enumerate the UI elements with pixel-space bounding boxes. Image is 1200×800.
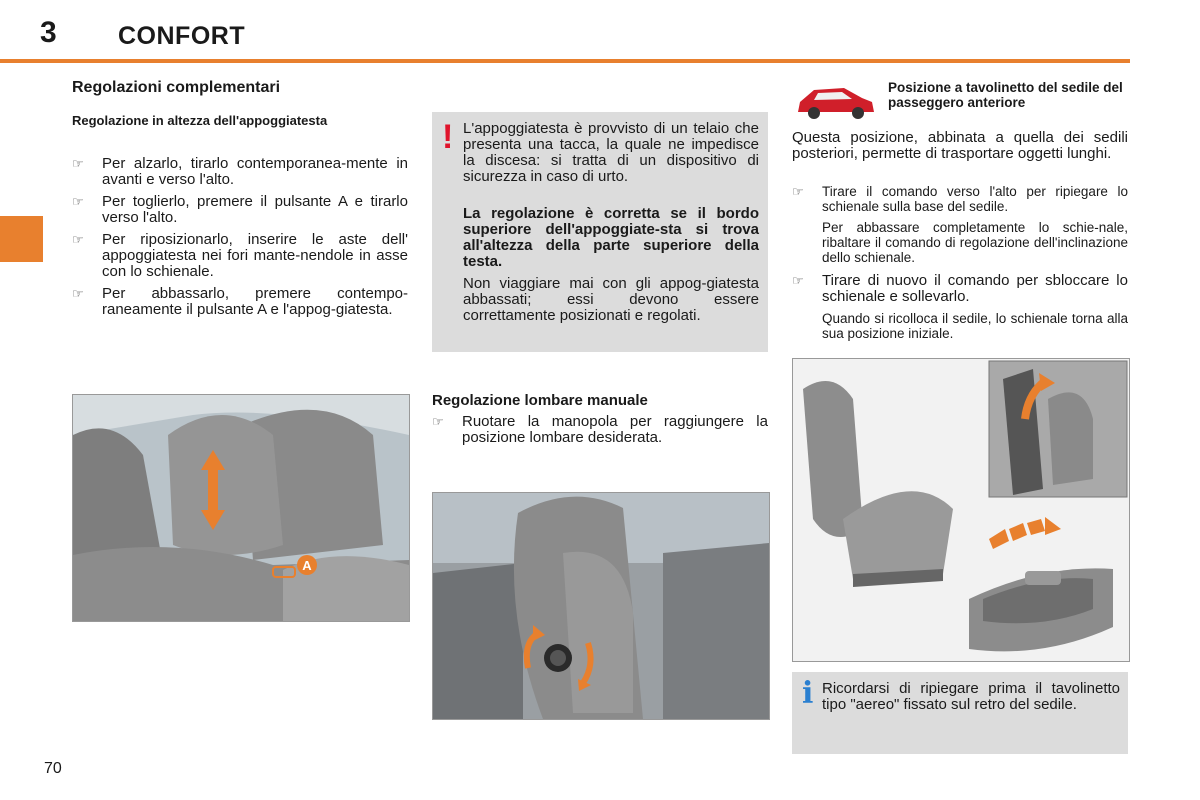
list-item: ☞ Tirare di nuovo il comando per sbloccare lo schienale e sollevarlo. [792, 272, 1128, 305]
header-rule [0, 59, 1130, 63]
warning-text: L'appoggiatesta è provvisto di un telaio che presenta una tacca, la quale ne impedisce la discesa: si tratta di un dispositivo di sicurezza in caso di urto. [463, 120, 759, 185]
chapter-number: 3 [40, 16, 57, 49]
page-number: 70 [44, 760, 62, 777]
warning-text-2: Non viaggiare mai con gli appog-giatesta abbassati; essi devono essere correttamente posizionati e regolati. [463, 275, 759, 324]
subsection-title: Regolazione in altezza dell'appoggiatesta [72, 113, 328, 128]
tray-intro: Questa posizione, abbinata a quella dei sedili posteriori, permette di trasportare oggetti lunghi. [792, 129, 1128, 162]
pointing-hand-icon: ☞ [432, 414, 444, 429]
list-item: ☞ Per riposizionarlo, inserire le aste dell' appoggiatesta nei fori mante-nendole in asse con lo schienale. [72, 231, 408, 280]
pointing-hand-icon: ☞ [792, 273, 804, 288]
tray-position-title: Posizione a tavolinetto del sedile del passeggero anteriore [888, 80, 1123, 110]
seat-fold-illustration [792, 358, 1130, 662]
pointing-hand-icon: ☞ [72, 232, 84, 247]
chapter-title: CONFORT [118, 22, 246, 50]
warning-bold-text: La regolazione è corretta se il bordo superiore dell'appoggiate-sta si trova all'altezza della parte superiore della testa. [463, 205, 759, 270]
headrest-illustration [72, 394, 410, 622]
pointing-hand-icon: ☞ [72, 286, 84, 301]
tray-paragraph-2: Quando si ricolloca il sedile, lo schienale torna alla sua posizione iniziale. [822, 311, 1128, 341]
list-item: ☞ Per alzarlo, tirarlo contemporanea-mente in avanti e verso l'alto. [72, 155, 408, 188]
list-item: ☞ Per abbassarlo, premere contempo-raneamente il pulsante A e l'appog-giatesta. [72, 285, 408, 318]
red-car-icon [792, 82, 878, 122]
tray-paragraph: Per abbassare completamente lo schie-nale, ribaltare il comando di regolazione dell'inclinazione dello schienale. [822, 220, 1128, 265]
info-icon: i [802, 676, 814, 711]
pointing-hand-icon: ☞ [792, 184, 804, 199]
info-text: Ricordarsi di ripiegare prima il tavolinetto tipo "aereo" fissato sul retro del sedile. [822, 680, 1120, 713]
exclamation-icon: ! [442, 118, 454, 156]
pointing-hand-icon: ☞ [72, 156, 84, 171]
lumbar-illustration [432, 492, 770, 720]
button-a-label: A [302, 558, 312, 573]
chapter-side-tab [0, 216, 43, 262]
section-title: Regolazioni complementari [72, 79, 281, 96]
pointing-hand-icon: ☞ [72, 194, 84, 209]
lumbar-title: Regolazione lombare manuale [432, 392, 648, 409]
list-item: ☞ Ruotare la manopola per raggiungere la posizione lombare desiderata. [432, 413, 768, 446]
list-item: ☞ Tirare il comando verso l'alto per ripiegare lo schienale sulla base del sedile. [792, 184, 1128, 214]
list-item: ☞ Per toglierlo, premere il pulsante A e tirarlo verso l'alto. [72, 193, 408, 226]
